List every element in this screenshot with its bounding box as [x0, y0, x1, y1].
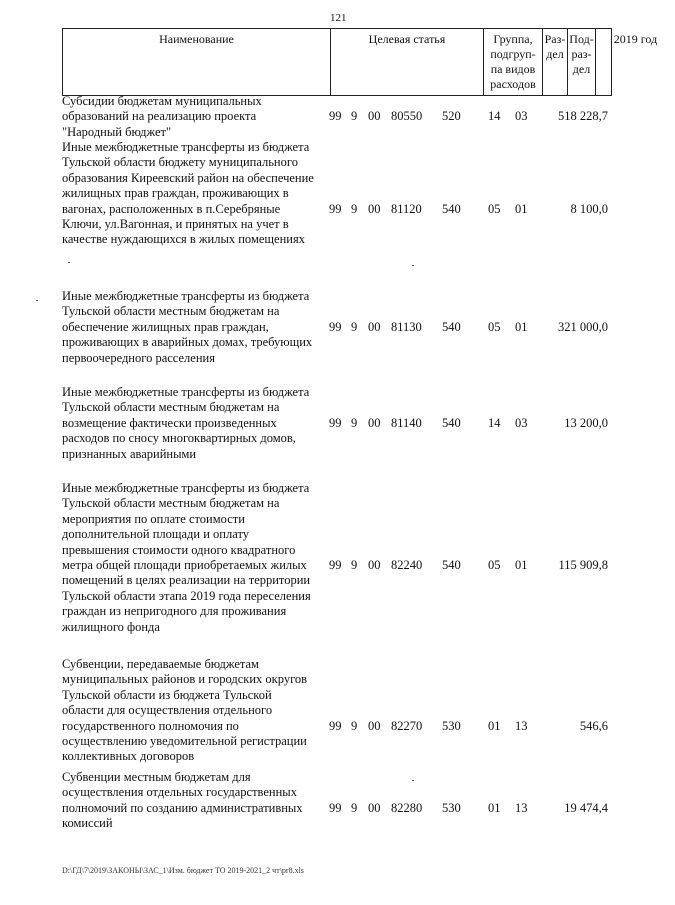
subsection-cell: 13 — [515, 718, 528, 733]
row-name-line: Тульской области из бюджета Тульской — [62, 687, 272, 702]
row-name — [62, 657, 330, 765]
amount-cell: 518 228,7 — [558, 109, 608, 124]
row-name — [62, 481, 330, 635]
header-section-line: Раз- — [544, 32, 566, 46]
amount-cell: 546,6 — [579, 718, 608, 733]
page-number: 121 — [330, 12, 347, 24]
row-name-line: комиссий — [62, 816, 113, 831]
row-name — [62, 385, 330, 462]
amount-cell: 115 909,8 — [558, 558, 608, 572]
header-year: 2019 год — [595, 29, 675, 95]
row-name-line: полномочий по созданию административных — [62, 800, 303, 815]
code-program: 99 — [329, 558, 342, 572]
table-header — [62, 28, 658, 96]
code-direction: 00 — [368, 415, 381, 430]
row-name-line: области для осуществления отдельного — [62, 703, 273, 718]
row-name-line: Иные межбюджетные трансферты из бюджета — [62, 140, 310, 154]
row-name-line: Тульской области местным бюджетам на — [62, 400, 280, 415]
row-name-line: качестве нуждающихся в жилых помещениях — [62, 232, 305, 247]
row-name — [62, 289, 330, 366]
code-direction: 00 — [368, 109, 381, 124]
row-name-line: Тульской области местным бюджетам на — [62, 304, 280, 319]
header-group-line: подгруп- — [490, 47, 536, 61]
row-name-line: превышения стоимости одного квадратного — [62, 542, 296, 557]
section-cell: 14 — [488, 109, 501, 124]
header-subsection — [567, 29, 595, 95]
subsection-cell: 03 — [515, 415, 528, 430]
code-subprogram: 9 — [351, 800, 358, 815]
code-program: 99 — [329, 109, 342, 124]
code-direction: 00 — [368, 558, 381, 572]
code-program: 99 — [329, 319, 342, 334]
header-section — [542, 29, 567, 95]
code-expense: 80550 — [391, 109, 423, 124]
header-group-line: па видов — [490, 62, 536, 76]
row-name-line: расходов по сносу многоквартирных домов, — [62, 431, 296, 446]
row-name-line: Тульской области бюджету муниципального — [62, 155, 298, 170]
row-name-line: государственного полномочия по — [62, 718, 239, 733]
amount-cell: 321 000,0 — [558, 319, 608, 334]
row-name-line: обеспечение жилищных прав граждан, — [62, 319, 269, 334]
code-subprogram: 9 — [351, 415, 358, 430]
section-cell: 05 — [488, 319, 501, 334]
code-program: 99 — [329, 800, 342, 815]
scan-speck — [68, 262, 70, 263]
row-name-line: Тульской области местным бюджетам на — [62, 496, 280, 511]
header-section-line: дел — [546, 47, 564, 61]
group-cell: 540 — [442, 319, 461, 334]
scan-speck — [412, 265, 414, 266]
row-name-line: Ключи, ул.Вагонная, и принятых на учет в — [62, 217, 289, 232]
row-name-line: осуществления отдельных государственных — [62, 785, 297, 800]
row-name-line: жилищных прав граждан, проживающих в — [62, 186, 289, 201]
subsection-cell: 01 — [515, 558, 528, 572]
group-cell: 540 — [442, 201, 461, 216]
section-cell: 05 — [488, 201, 501, 216]
row-name-line: Тульской области этапа 2019 года переселения — [62, 588, 311, 603]
file-path-footer: D:\ГД\7\2019\ЗАКОНЫ\ЗАС_1\Изм. бюджет ТО 2019-2021_2 чт\pr8.xls — [62, 866, 304, 875]
group-cell: 530 — [442, 718, 461, 733]
row-name — [62, 770, 330, 832]
row-name-line: помещений в целях реализации на территории — [62, 573, 311, 588]
row-name-line: признанных аварийными — [62, 446, 197, 461]
row-name-line: муниципальных районов и городских округов — [62, 672, 308, 687]
code-expense: 81140 — [391, 415, 422, 430]
row-name-line: дополнительной площади и оплату — [62, 527, 249, 542]
header-name: Наименование — [159, 32, 234, 46]
scan-speck — [412, 780, 414, 781]
subsection-cell: 03 — [515, 109, 528, 124]
header-target-article: Целевая статья — [330, 29, 483, 95]
row-name — [62, 140, 330, 248]
row-name-line: Иные межбюджетные трансферты из бюджета — [62, 481, 310, 495]
subsection-cell: 01 — [515, 319, 528, 334]
row-name-line: Субвенции местным бюджетам для — [62, 770, 251, 784]
amount-cell: 8 100,0 — [570, 201, 608, 216]
code-program: 99 — [329, 415, 342, 430]
row-name-line: жилищного фонда — [62, 619, 160, 634]
code-program: 99 — [329, 718, 342, 733]
row-name-line: образований на реализацию проекта — [62, 109, 257, 124]
group-cell: 530 — [442, 800, 461, 815]
group-cell: 540 — [442, 415, 461, 430]
row-name-line: граждан из непригодного для проживания — [62, 604, 287, 619]
header-group-line: Группа, — [493, 32, 533, 46]
code-direction: 00 — [368, 319, 381, 334]
code-subprogram: 9 — [351, 201, 358, 216]
row-name-line: проживающих в аварийных домах, требующих — [62, 335, 313, 350]
row-name-line: образования Киреевский район на обеспечение — [62, 170, 314, 185]
section-cell: 01 — [488, 800, 501, 815]
code-direction: 00 — [368, 718, 381, 733]
amount-cell: 13 200,0 — [564, 415, 608, 430]
code-expense: 82270 — [391, 718, 423, 733]
header-subsection-line: раз- — [571, 47, 592, 61]
code-subprogram: 9 — [351, 109, 358, 124]
header-subsection-line: дел — [572, 62, 591, 76]
row-name-line: метра общей площади приобретаемых жилых — [62, 558, 307, 573]
code-direction: 00 — [368, 800, 381, 815]
code-subprogram: 9 — [351, 718, 358, 733]
group-cell: 520 — [442, 109, 461, 124]
row-name-line: Иные межбюджетные трансферты из бюджета — [62, 289, 310, 303]
row-name-line: Субвенции, передаваемые бюджетам — [62, 657, 259, 671]
code-expense: 81120 — [391, 201, 422, 216]
amount-cell: 19 474,4 — [564, 800, 608, 815]
code-subprogram: 9 — [351, 319, 358, 334]
subsection-cell: 13 — [515, 800, 528, 815]
scan-speck — [36, 300, 38, 301]
row-name-line: коллективных договоров — [62, 749, 195, 764]
row-name-line: возмещение фактически произведенных — [62, 415, 277, 430]
code-expense: 82280 — [391, 800, 423, 815]
row-name-line: Иные межбюджетные трансферты из бюджета — [62, 385, 310, 399]
code-expense: 81130 — [391, 319, 422, 334]
group-cell: 540 — [442, 558, 461, 572]
header-group-line: расходов — [490, 77, 536, 91]
row-name-line: осуществлению уведомительной регистрации — [62, 734, 307, 749]
row-name — [62, 94, 330, 140]
row-name-line: Субсидии бюджетам муниципальных — [62, 94, 262, 108]
section-cell: 05 — [488, 558, 501, 572]
row-name-line: вагонах, расположенных в п.Серебряные — [62, 201, 281, 216]
code-direction: 00 — [368, 201, 381, 216]
header-group — [483, 29, 542, 95]
row-name-line: мероприятия по оплате стоимости — [62, 511, 245, 526]
code-program: 99 — [329, 201, 342, 216]
row-name-line: первоочередного расселения — [62, 350, 215, 365]
row-name-line: "Народный бюджет" — [62, 124, 172, 139]
subsection-cell: 01 — [515, 201, 528, 216]
header-subsection-line: Под- — [569, 32, 594, 46]
section-cell: 01 — [488, 718, 501, 733]
code-expense: 82240 — [391, 558, 423, 572]
section-cell: 14 — [488, 415, 501, 430]
code-subprogram: 9 — [351, 558, 358, 572]
